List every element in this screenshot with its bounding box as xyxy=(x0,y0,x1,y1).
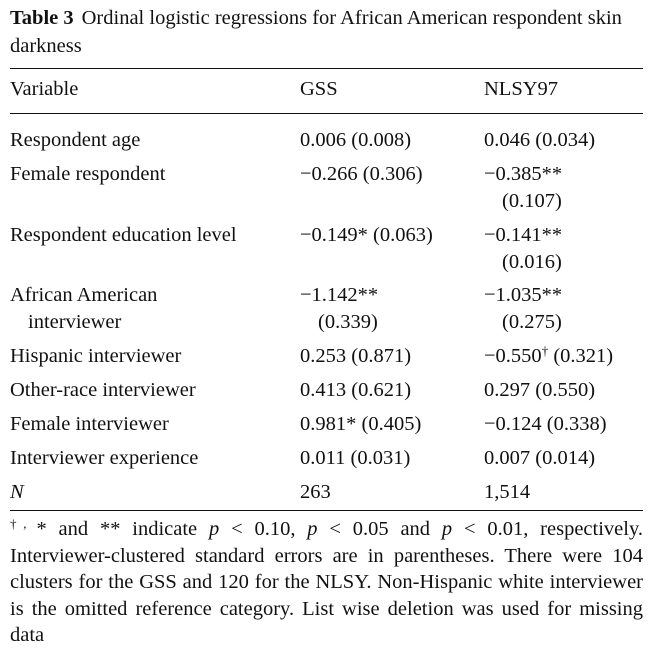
row-gss-se: (0.339) xyxy=(318,311,378,333)
footnote-text-2: Interviewer-clustered standard errors are in parentheses. There were 104 clusters for the GSS and 120 for the NLSY. Non-Hispanic white interviewer is the omitted reference category. List wise deletion was used for missing data xyxy=(10,544,643,646)
dagger-mark: † xyxy=(541,343,549,358)
row-nlsy: −1.035** xyxy=(484,284,563,306)
row-nlsy: −0.124 (0.338) xyxy=(484,413,607,435)
row-gss: −1.142** xyxy=(300,284,379,306)
p-threshold-01: < 0.01, respectively. xyxy=(452,518,644,540)
row-nlsy-se: (0.107) xyxy=(502,190,562,212)
bottom-rule xyxy=(10,510,643,511)
row-gss: 0.413 (0.621) xyxy=(300,379,412,401)
p-symbol: p xyxy=(307,518,318,540)
footnote-text-1: * and ** indicate xyxy=(36,518,198,540)
row-variable: Respondent education level xyxy=(10,224,237,246)
row-variable-cont: interviewer xyxy=(28,311,122,333)
row-variable: Hispanic interviewer xyxy=(10,345,182,367)
row-nlsy: 0.007 (0.014) xyxy=(484,447,596,469)
row-gss: 263 xyxy=(300,481,331,503)
table-caption xyxy=(10,4,643,60)
top-rule xyxy=(10,68,643,69)
row-nlsy: 0.046 (0.034) xyxy=(484,129,596,151)
row-variable: Interviewer experience xyxy=(10,447,199,469)
nlsy-coef: −0.550 xyxy=(484,345,542,367)
row-nlsy: −0.385** xyxy=(484,163,563,185)
row-nlsy xyxy=(484,343,613,369)
row-gss: −0.266 (0.306) xyxy=(300,163,423,185)
p-symbol: p xyxy=(441,518,453,540)
header-rule xyxy=(10,113,643,114)
row-variable: Female respondent xyxy=(10,163,166,185)
row-gss: −0.149* (0.063) xyxy=(300,224,433,246)
p-threshold-05: < 0.05 and xyxy=(317,518,442,540)
row-gss: 0.253 (0.871) xyxy=(300,345,412,367)
nlsy-se: (0.321) xyxy=(553,345,614,367)
header-gss: GSS xyxy=(300,78,338,100)
row-nlsy: 1,514 xyxy=(484,481,531,503)
row-variable: Respondent age xyxy=(10,129,141,151)
table-footnote xyxy=(10,516,643,649)
footnote-dagger: †, xyxy=(10,516,27,531)
row-variable-n: N xyxy=(10,481,24,503)
row-gss: 0.011 (0.031) xyxy=(300,447,411,469)
row-variable: Other-race interviewer xyxy=(10,379,196,401)
header-nlsy: NLSY97 xyxy=(484,78,559,100)
row-variable: Female interviewer xyxy=(10,413,169,435)
p-symbol: p xyxy=(209,518,220,540)
header-variable: Variable xyxy=(10,78,79,100)
row-gss: 0.006 (0.008) xyxy=(300,129,412,151)
table-title: Ordinal logistic regressions for African American respondent skin darkness xyxy=(10,7,622,57)
row-nlsy-se: (0.275) xyxy=(502,311,562,333)
row-nlsy: −0.141** xyxy=(484,224,563,246)
row-variable: African American xyxy=(10,284,158,306)
row-nlsy: 0.297 (0.550) xyxy=(484,379,596,401)
row-nlsy-se: (0.016) xyxy=(502,251,562,273)
table-label: Table 3 xyxy=(10,7,74,29)
p-threshold-10: < 0.10, xyxy=(219,518,308,540)
row-gss: 0.981* (0.405) xyxy=(300,413,422,435)
